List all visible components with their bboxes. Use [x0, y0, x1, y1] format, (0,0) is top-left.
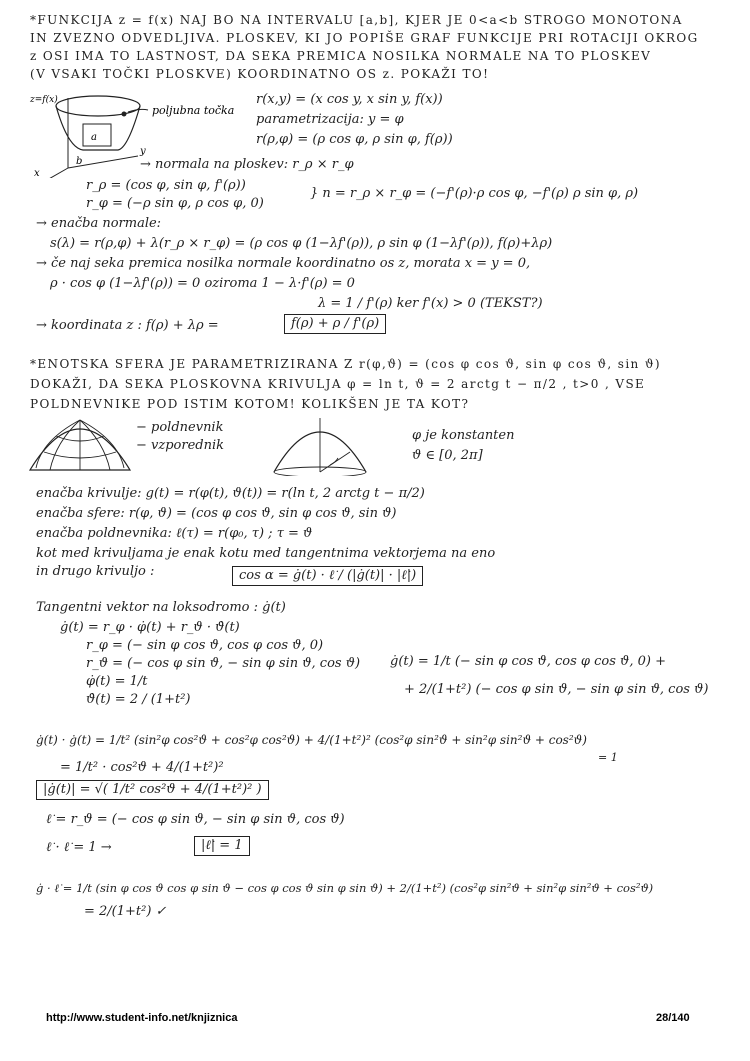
boxed-result: f(ρ) + ρ / f'(ρ): [284, 314, 386, 334]
solution-line: kot med krivuljama je enak kotu med tangentnima vektorjema na eno: [36, 546, 496, 561]
boxed-norm-g: |ġ(t)| = √( 1/t² cos²ϑ + 4/(1+t²)² ): [36, 780, 269, 800]
solution-line: r(ρ,φ) = (ρ cos φ, ρ sin φ, f(ρ)): [256, 132, 453, 147]
figure-const-note: φ je konstanten: [412, 428, 515, 443]
problem2-statement-line: *ENOTSKA SFERA JE PARAMETRIZIRANA Z r(φ,ϑ) = (cos φ cos ϑ, sin φ cos ϑ, sin ϑ): [30, 357, 661, 371]
figure-label-x: x: [34, 168, 40, 178]
figure-label-y: y: [140, 146, 146, 157]
solution-line: → enačba normale:: [36, 216, 162, 231]
figure-label-b: b: [76, 156, 83, 167]
problem1-statement-line: (V VSAKI TOČKI PLOSKVE) KOORDINATNO OS z. POKAŽI TO!: [30, 67, 490, 81]
solution-line: parametrizacija: y = φ: [256, 112, 404, 127]
problem1-statement-line: z OSI IMA TO LASTNOST, DA SEKA PREMICA NOSILKA NORMALE NA TO PLOSKEV: [30, 49, 652, 63]
boxed-norm-l: |ℓ̇| = 1: [194, 836, 250, 856]
figure-meridian-label: − poldnevnik: [136, 420, 224, 435]
figure-range-note: ϑ ∈ [0, 2π]: [412, 448, 483, 463]
solution-line: = 1: [598, 751, 618, 764]
figure-curve-label: z=f(x): [30, 95, 58, 105]
solution-line: in drugo krivuljo :: [36, 564, 155, 579]
globe-grid-sketch: [26, 412, 134, 474]
figure-parallel-label: − vzporednik: [136, 438, 225, 453]
solution-line: ġ(t) = r_φ · φ̇(t) + r_ϑ · ϑ̇(t): [60, 620, 240, 635]
solution-line: λ = 1 / f'(ρ) ker f'(x) > 0 (TEKST?): [318, 296, 543, 311]
solution-line: + 2/(1+t²) (− cos φ sin ϑ, − sin φ sin ϑ, cos ϑ): [404, 682, 709, 697]
solution-line: → če naj seka premica nosilka normale koordinatno os z, morata x = y = 0,: [36, 256, 531, 271]
solution-line: enačba sfere: r(φ, ϑ) = (cos φ cos ϑ, sin φ cos ϑ, sin ϑ): [36, 506, 397, 521]
solution-line: ℓ̇ · ℓ̇ = 1 →: [46, 840, 112, 855]
solution-line: r_φ = (−ρ sin φ, ρ cos φ, 0): [86, 196, 264, 211]
problem1-statement-line: IN ZVEZNO ODVEDLJIVA. PLOSKEV, KI JO POPIŠE GRAF FUNKCIJE PRI ROTACIJI OKROG: [30, 31, 699, 45]
solution-line: } n = r_ρ × r_φ = (−f'(ρ)·ρ cos φ, −f'(ρ) ρ sin φ, ρ): [310, 186, 639, 201]
solution-line: s(λ) = r(ρ,φ) + λ(r_ρ × r_φ) = (ρ cos φ (1−λf'(ρ)), ρ sin φ (1−λf'(ρ)), f(ρ)+λρ): [50, 236, 553, 251]
solution-line: ϑ̇(t) = 2 / (1+t²): [86, 692, 191, 707]
problem1-statement-line: *FUNKCIJA z = f(x) NAJ BO NA INTERVALU [a,b], KJER JE 0<a<b STROGO MONOTONA: [30, 13, 683, 27]
solution-line: r_ϑ = (− cos φ sin ϑ, − sin φ sin ϑ, cos ϑ): [86, 656, 361, 671]
solution-line: r_ρ = (cos φ, sin φ, f'(ρ)): [86, 178, 246, 193]
solution-line: enačba poldnevnika: ℓ(τ) = r(φ₀, τ) ; τ = ϑ: [36, 526, 313, 541]
solution-line: Tangentni vektor na loksodromo : ġ(t): [36, 600, 286, 615]
solution-line: = 1/t² · cos²ϑ + 4/(1+t²)²: [60, 760, 224, 775]
footer-url: http://www.student-info.net/knjiznica: [46, 1012, 238, 1024]
problem2-statement-line: DOKAŽI, DA SEKA PLOSKOVNA KRIVULJA φ = ln t, ϑ = 2 arctg t − π/2 , t>0 , VSE: [30, 377, 646, 391]
solution-line: ġ · ℓ̇ = 1/t (sin φ cos ϑ cos φ sin ϑ − cos φ cos ϑ sin φ sin ϑ) + 2/(1+t²) (cos²φ sin²ϑ + sin²φ sin²ϑ + cos²ϑ): [36, 881, 654, 895]
solution-line: ℓ̇ = r_ϑ = (− cos φ sin ϑ, − sin φ sin ϑ, cos ϑ): [46, 812, 345, 827]
solution-line: = 2/(1+t²) ✓: [84, 904, 167, 919]
solution-line: r_φ = (− sin φ cos ϑ, cos φ cos ϑ, 0): [86, 638, 324, 653]
problem2-statement-line: POLDNEVNIKE POD ISTIM KOTOM! KOLIKŠEN JE TA KOT?: [30, 397, 470, 411]
hemisphere-sketch: [270, 412, 370, 476]
solution-line: enačba krivulje: g(t) = r(φ(t), ϑ(t)) = r(ln t, 2 arctg t − π/2): [36, 486, 425, 501]
solution-line: ρ · cos φ (1−λf'(ρ)) = 0 oziroma 1 − λ·f'(ρ) = 0: [50, 276, 355, 291]
figure-label-a: a: [91, 132, 97, 143]
solution-line: ġ(t) = 1/t (− sin φ cos ϑ, cos φ cos ϑ, 0) +: [390, 654, 666, 669]
footer-page-number: 28/140: [656, 1012, 690, 1024]
solution-line: r(x,y) = (x cos y, x sin y, f(x)): [256, 92, 443, 107]
figure-point-note: poljubna točka: [152, 104, 235, 117]
solution-line: → koordinata z : f(ρ) + λρ =: [36, 318, 219, 333]
boxed-cos-formula: cos α = ġ(t) · ℓ̇ / (|ġ(t)| · |ℓ̇|): [232, 566, 423, 586]
solution-line: ġ(t) · ġ(t) = 1/t² (sin²φ cos²ϑ + cos²φ cos²ϑ) + 4/(1+t²)² (cos²φ sin²ϑ + sin²φ sin²ϑ + cos²ϑ): [36, 733, 587, 747]
solution-line: → normala na ploskev: r_ρ × r_φ: [140, 157, 354, 172]
solution-line: φ̇(t) = 1/t: [86, 674, 148, 689]
